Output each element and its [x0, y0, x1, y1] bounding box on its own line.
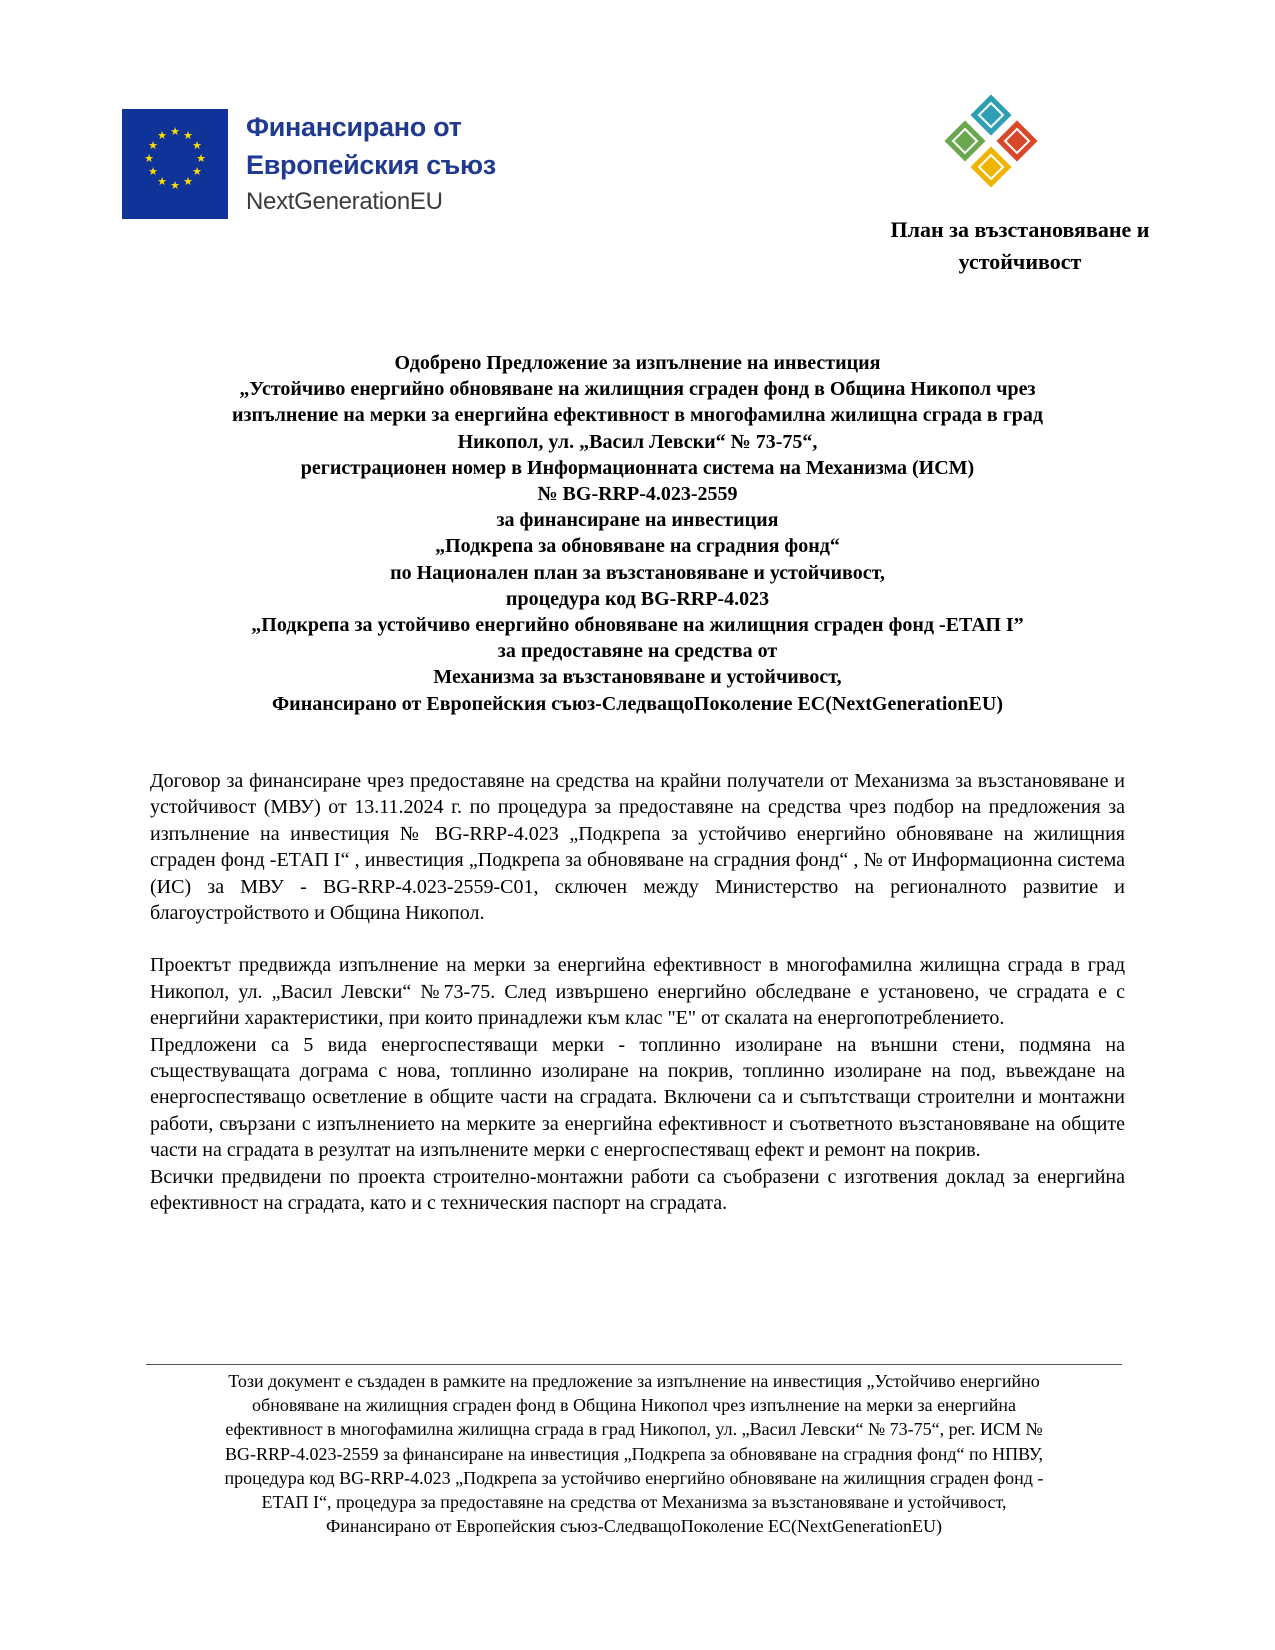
heading-line: Никопол, ул. „Васил Левски“ № 73-75“, — [457, 430, 818, 453]
heading-line: Механизма за възстановяване и устойчивост, — [433, 666, 842, 689]
svg-text:★: ★ — [148, 165, 158, 178]
body-paragraph: Договор за финансиране чрез предоставяне на средства на крайни получатели от Механизма за възстановяване и устойчивост (МВУ) от 13.11.2024 г. по процедура за предоставяне на средства чрез подбор на предложения за изпълнение на инвестиция № BG-RRP-4.023 „Подкрепа за устойчиво енергийно обновяване на жилищния сграден фонд -ЕТАП I“ , инвестиция „Подкрепа за обновяване на сградния фонд“ , № от Информационна система (ИС) за МВУ - BG-RRP-4.023-2559-C01, сключен между Министерство на регионалното развитие и благоустройството и Община Никопол. — [150, 770, 1125, 925]
svg-text:★: ★ — [148, 139, 158, 152]
eu-flag-logo — [122, 109, 228, 219]
heading-line: „Устойчиво енергийно обновяване на жилищния сграден фонд в Община Никопол чрез — [239, 378, 1036, 401]
heading-line: „Подкрепа за обновяване на сградния фонд“ — [435, 535, 840, 558]
heading-line: за финансиране на инвестиция — [496, 509, 779, 532]
eu-logo-line: NextGenerationEU — [246, 188, 443, 215]
svg-text:★: ★ — [157, 175, 167, 188]
heading-line: за предоставяне на средства от — [497, 640, 778, 663]
body-paragraph: Предложени са 5 вида енергоспестяващи мерки - топлинно изолиране на външни стени, подмяна на съществуващата дограма с нова, топлинно изолиране на покрив, топлинно изолиране на под, въвеждане на енергоспестяващо осветление в общите части на сградата. Включени са и съпътстващи строителни и монтажни работи, свързани с изпълнението на мерките за енергийна ефективност и съответното възстановяване на общите части на сградата в резултат на изпълнените мерки с енергоспестяващ ефект и ремонт на покрив. — [150, 1033, 1125, 1162]
footer-line: BG-RRP-4.023-2559 за финансиране на инвестиция „Подкрепа за обновяване на сградния фонд“ по НПВУ, — [224, 1443, 1044, 1464]
heading-line: Одобрено Предложение за изпълнение на инвестиция — [394, 352, 881, 374]
footer-line: обновяване на жилищния сграден фонд в Община Никопол чрез изпълнение на мерки за енергийна — [252, 1395, 1016, 1416]
document-body — [150, 768, 1125, 1217]
footer-line: процедура код BG-RRP-4.023 „Подкрепа за устойчиво енергийно обновяване на жилищния сграден фонд - — [224, 1467, 1044, 1488]
svg-text:★: ★ — [170, 179, 180, 192]
body-paragraph: Проектът предвижда изпълнение на мерки за енергийна ефективност в многофамилна жилищна сграда в град Никопол, ул. „Васил Левски“ №73-75. След извършено енергийно обследване е установено, че сградата е с енергийни характеристики, при които принадлежи към клас "Е" от скалата на енергопотреблението. — [150, 954, 1125, 1030]
eu-logo-text — [246, 108, 496, 220]
svg-text:★: ★ — [144, 152, 154, 165]
heading-line: по Национален план за възстановяване и устойчивост, — [390, 561, 885, 584]
footer-line: Финансирано от Европейския съюз-СледващоПоколение ЕС(NextGenerationEU) — [326, 1516, 942, 1537]
heading-line: изпълнение на мерки за енергийна ефективност в многофамилна жилищна сграда в град — [231, 404, 1044, 427]
svg-text:★: ★ — [183, 129, 193, 142]
heading-line: процедура код BG-RRP-4.023 — [505, 587, 770, 610]
svg-text:★: ★ — [192, 139, 202, 152]
document-heading — [130, 350, 1145, 717]
heading-line: № BG-RRP-4.023-2559 — [537, 483, 738, 506]
svg-text:★: ★ — [183, 175, 193, 188]
eu-logo-line: Европейския съюз — [246, 150, 496, 180]
eu-stars-icon — [122, 109, 228, 219]
heading-line: Финансирано от Европейския съюз-СледващоПоколение ЕС(NextGenerationEU) — [272, 692, 1003, 715]
svg-text:★: ★ — [192, 165, 202, 178]
rrp-pattern-logo — [935, 91, 1047, 193]
body-paragraph: Всички предвидени по проекта строително-монтажни работи са съобразени с изготвения доклад за енергийна ефективност на сградата, като и с техническия паспорт на сградата. — [150, 1165, 1125, 1215]
footer-line: ЕТАП I“, процедура за предоставяне на средства от Механизма за възстановяване и устойчивост, — [261, 1492, 1007, 1513]
footer-line: ефективност в многофамилна жилищна сграда в град Никопол, ул. „Васил Левски“ № 73-75“, рег. ИСМ № — [225, 1419, 1043, 1440]
heading-line: регистрационен номер в Информационната система на Механизма (ИСМ) — [300, 456, 975, 479]
rrp-diamond-icon — [935, 91, 1047, 193]
heading-line: „Подкрепа за устойчиво енергийно обновяване на жилищния сграден фонд -ЕТАП I” — [251, 614, 1024, 637]
svg-text:★: ★ — [170, 125, 180, 138]
footer-line: Този документ е създаден в рамките на предложение за изпълнение на инвестиция „Устойчиво енергийно — [228, 1371, 1040, 1391]
svg-text:★: ★ — [157, 129, 167, 142]
document-footer — [146, 1369, 1122, 1538]
rrp-title: План за възстановяване и устойчивост — [890, 217, 1150, 274]
svg-text:★: ★ — [196, 152, 206, 165]
footer-divider — [146, 1364, 1122, 1365]
eu-logo-line: Финансирано от — [246, 112, 462, 142]
